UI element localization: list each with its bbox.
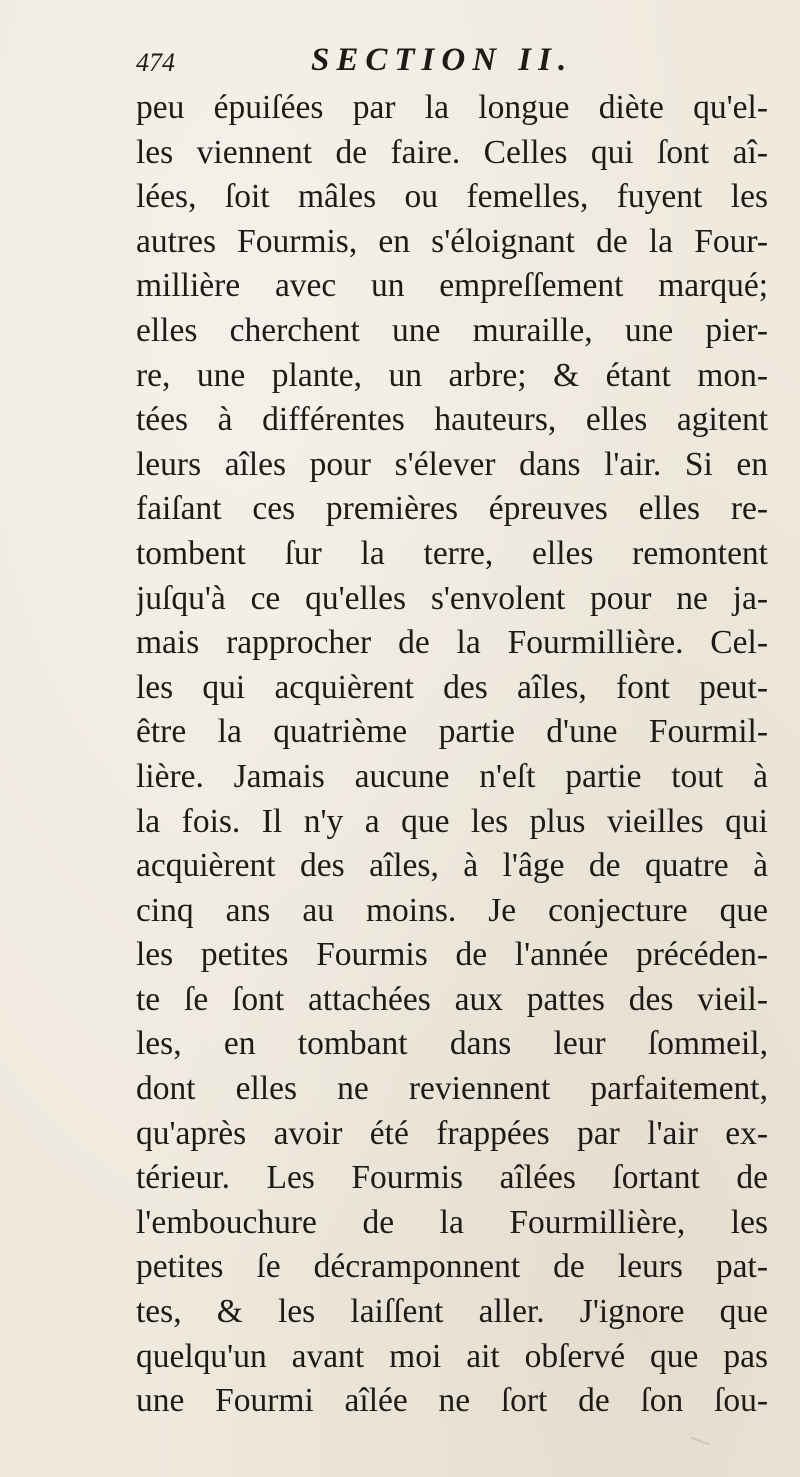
- text-line: tombent ſur la terre, elles remontent: [136, 534, 768, 572]
- text-line: la fois. Il n'y a que les plus vieilles qui: [136, 802, 768, 840]
- text-line: une Fourmi aîlée ne ſort de ſon ſou-: [136, 1382, 768, 1420]
- text-line: qu'après avoir été frappées par l'air ex-: [136, 1114, 768, 1152]
- text-line: cinq ans au moins. Je conjecture que: [136, 891, 768, 929]
- text-line: petites ſe décramponnent de leurs pat-: [136, 1248, 768, 1286]
- paper-mark: [690, 1437, 709, 1446]
- text-line: les, en tombant dans leur ſommeil,: [136, 1025, 768, 1063]
- text-line: les petites Fourmis de l'année précéden-: [136, 936, 768, 974]
- text-line: les viennent de faire. Celles qui ſont aî-: [136, 133, 768, 171]
- running-head: SECTION II.: [311, 42, 574, 78]
- text-line: tes, & les laiſſent aller. J'ignore que: [136, 1293, 768, 1331]
- text-line: acquièrent des aîles, à l'âge de quatre à: [136, 847, 768, 885]
- text-line: te ſe ſont attachées aux pattes des vieil-: [136, 980, 768, 1018]
- text-line: millière avec un empreſſement marqué;: [136, 267, 768, 305]
- text-line: leurs aîles pour s'élever dans l'air. Si en: [136, 445, 768, 483]
- text-line: faiſant ces premières épreuves elles re-: [136, 490, 768, 528]
- text-line: l'embouchure de la Fourmillière, les: [136, 1203, 768, 1241]
- text-line: lière. Jamais aucune n'eſt partie tout à: [136, 757, 768, 795]
- text-line: être la quatrième partie d'une Fourmil-: [136, 713, 768, 751]
- text-line: elles cherchent une muraille, une pier-: [136, 311, 768, 349]
- text-line: tées à différentes hauteurs, elles agitent: [136, 401, 768, 439]
- text-line: lées, ſoit mâles ou femelles, fuyent les: [136, 178, 768, 216]
- text-line: re, une plante, un arbre; & étant mon-: [136, 356, 768, 394]
- body-text: [136, 86, 768, 1424]
- text-line: térieur. Les Fourmis aîlées ſortant de: [136, 1159, 768, 1197]
- text-line: autres Fourmis, en s'éloignant de la Four-: [136, 222, 768, 260]
- text-line: peu épuiſées par la longue diète qu'el-: [136, 89, 768, 126]
- text-line: juſqu'à ce qu'elles s'envolent pour ne ja-: [136, 579, 768, 617]
- text-line: quelqu'un avant moi ait obſervé que pas: [136, 1337, 768, 1375]
- text-line: les qui acquièrent des aîles, font peut-: [136, 668, 768, 706]
- page-number: 474: [136, 48, 175, 77]
- text-line: mais rapprocher de la Fourmillière. Cel-: [136, 624, 768, 662]
- text-line: dont elles ne reviennent parfaitement,: [136, 1070, 768, 1108]
- page-header: [136, 42, 776, 92]
